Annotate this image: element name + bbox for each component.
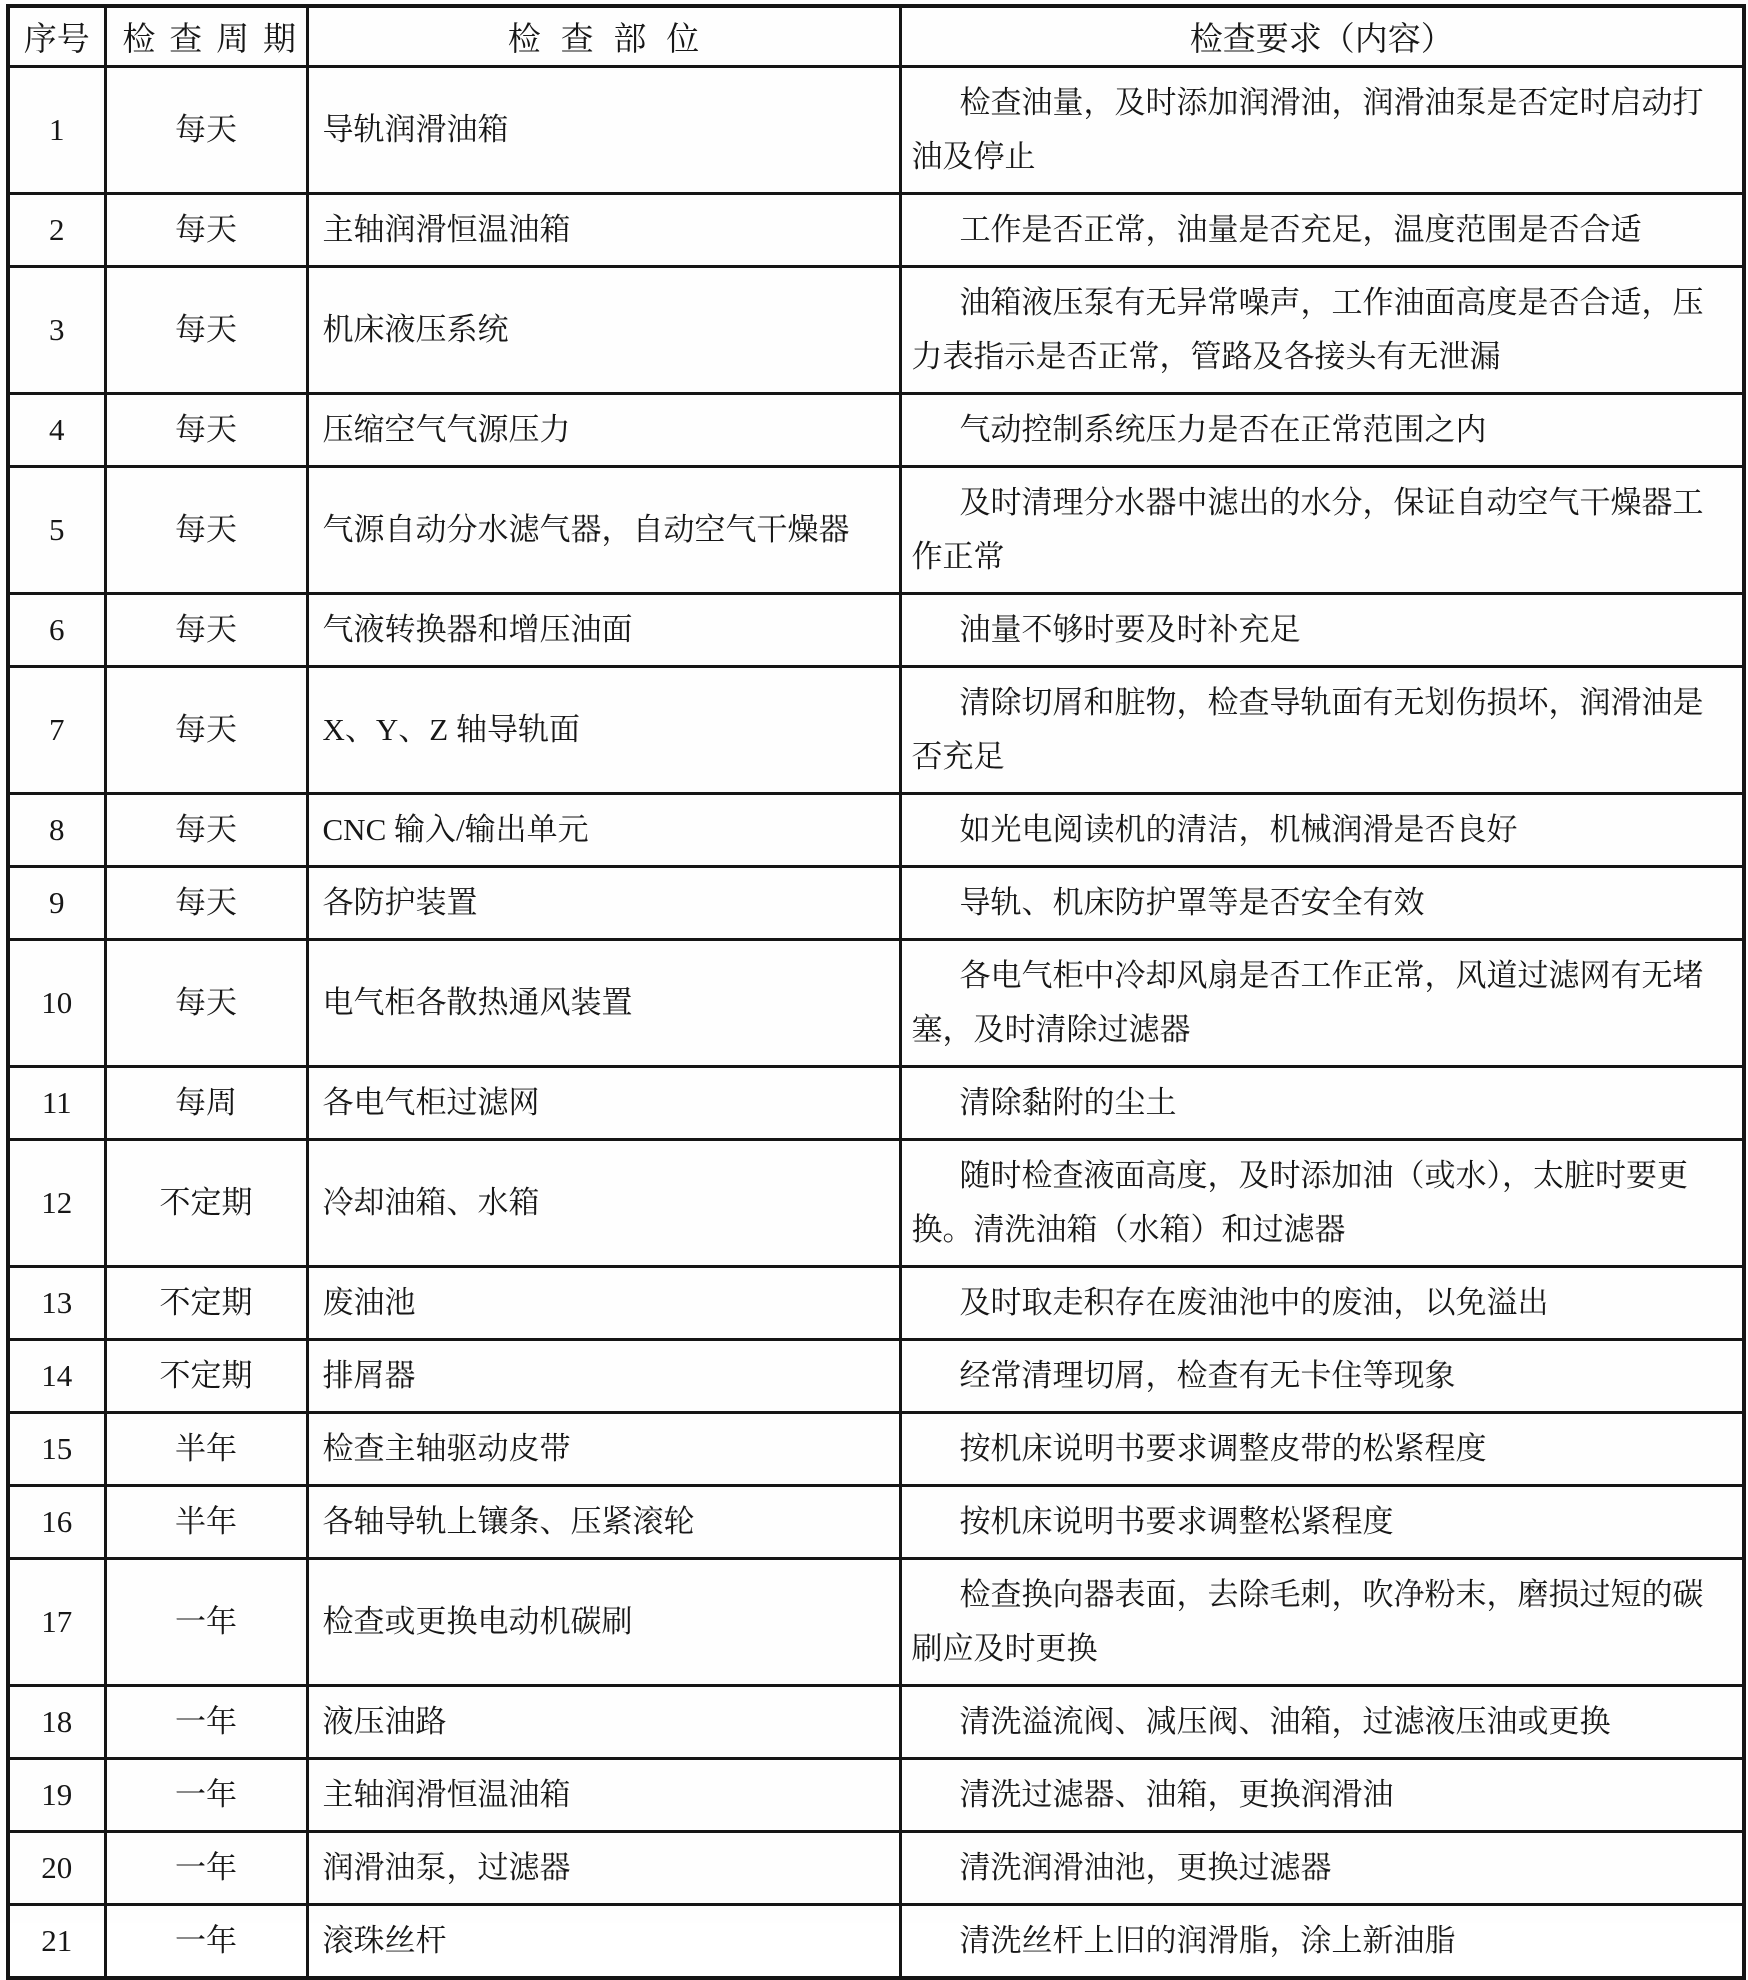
requirement-cell: 经常清理切屑，检查有无卡住等现象 — [900, 1339, 1744, 1412]
part-cell: 主轴润滑恒温油箱 — [307, 193, 900, 266]
table-body — [8, 66, 1744, 1978]
row-number-cell: 6 — [8, 593, 105, 666]
cycle-cell: 半年 — [105, 1485, 307, 1558]
requirement-cell: 清除黏附的尘土 — [900, 1066, 1744, 1139]
row-number-cell: 8 — [8, 793, 105, 866]
table-row — [8, 1558, 1744, 1685]
part-cell: 排屑器 — [307, 1339, 900, 1412]
part-cell: 气液转换器和增压油面 — [307, 593, 900, 666]
table-row — [8, 866, 1744, 939]
cycle-cell: 不定期 — [105, 1266, 307, 1339]
requirement-cell: 清洗溢流阀、减压阀、油箱，过滤液压油或更换 — [900, 1685, 1744, 1758]
table-row — [8, 1904, 1744, 1978]
cycle-cell: 每周 — [105, 1066, 307, 1139]
requirement-cell: 检查换向器表面，去除毛刺，吹净粉末，磨损过短的碳刷应及时更换 — [900, 1558, 1744, 1685]
part-cell: 废油池 — [307, 1266, 900, 1339]
cycle-cell: 每天 — [105, 666, 307, 793]
part-cell: 各轴导轨上镶条、压紧滚轮 — [307, 1485, 900, 1558]
part-cell: 滚珠丝杆 — [307, 1904, 900, 1978]
part-cell: 压缩空气气源压力 — [307, 393, 900, 466]
table-row — [8, 266, 1744, 393]
table-row — [8, 393, 1744, 466]
row-number-cell: 12 — [8, 1139, 105, 1266]
part-cell: 检查主轴驱动皮带 — [307, 1412, 900, 1485]
table-row — [8, 793, 1744, 866]
cycle-cell: 一年 — [105, 1685, 307, 1758]
part-cell: 电气柜各散热通风装置 — [307, 939, 900, 1066]
requirement-cell: 清除切屑和脏物，检查导轨面有无划伤损坏，润滑油是否充足 — [900, 666, 1744, 793]
table-row — [8, 1831, 1744, 1904]
table-row — [8, 66, 1744, 193]
table-row — [8, 666, 1744, 793]
row-number-cell: 15 — [8, 1412, 105, 1485]
part-cell: 气源自动分水滤气器，自动空气干燥器 — [307, 466, 900, 593]
requirement-cell: 随时检查液面高度，及时添加油（或水），太脏时要更换。清洗油箱（水箱）和过滤器 — [900, 1139, 1744, 1266]
requirement-cell: 按机床说明书要求调整松紧程度 — [900, 1485, 1744, 1558]
header-cell-cycle: 检查周期 — [105, 6, 307, 66]
maintenance-table — [6, 4, 1746, 1980]
requirement-cell: 如光电阅读机的清洁，机械润滑是否良好 — [900, 793, 1744, 866]
table-row — [8, 466, 1744, 593]
table-row — [8, 1685, 1744, 1758]
cycle-cell: 每天 — [105, 939, 307, 1066]
table-row — [8, 939, 1744, 1066]
row-number-cell: 9 — [8, 866, 105, 939]
requirement-cell: 气动控制系统压力是否在正常范围之内 — [900, 393, 1744, 466]
requirement-cell: 导轨、机床防护罩等是否安全有效 — [900, 866, 1744, 939]
table-row — [8, 1412, 1744, 1485]
header-cell-part: 检查部位 — [307, 6, 900, 66]
row-number-cell: 21 — [8, 1904, 105, 1978]
row-number-cell: 19 — [8, 1758, 105, 1831]
requirement-cell: 及时取走积存在废油池中的废油，以免溢出 — [900, 1266, 1744, 1339]
cycle-cell: 不定期 — [105, 1339, 307, 1412]
requirement-cell: 油量不够时要及时补充足 — [900, 593, 1744, 666]
part-cell: 机床液压系统 — [307, 266, 900, 393]
row-number-cell: 1 — [8, 66, 105, 193]
requirement-cell: 清洗过滤器、油箱，更换润滑油 — [900, 1758, 1744, 1831]
requirement-cell: 工作是否正常，油量是否充足，温度范围是否合适 — [900, 193, 1744, 266]
part-cell: 各防护装置 — [307, 866, 900, 939]
row-number-cell: 2 — [8, 193, 105, 266]
header-row — [8, 6, 1744, 66]
requirement-cell: 清洗润滑油池，更换过滤器 — [900, 1831, 1744, 1904]
table-header — [8, 6, 1744, 66]
cycle-cell: 不定期 — [105, 1139, 307, 1266]
part-cell: CNC 输入/输出单元 — [307, 793, 900, 866]
table-row — [8, 1266, 1744, 1339]
table-row — [8, 593, 1744, 666]
requirement-cell: 检查油量，及时添加润滑油，润滑油泵是否定时启动打油及停止 — [900, 66, 1744, 193]
row-number-cell: 14 — [8, 1339, 105, 1412]
table-row — [8, 193, 1744, 266]
cycle-cell: 一年 — [105, 1904, 307, 1978]
header-cell-no: 序号 — [8, 6, 105, 66]
row-number-cell: 7 — [8, 666, 105, 793]
requirement-cell: 清洗丝杆上旧的润滑脂，涂上新油脂 — [900, 1904, 1744, 1978]
part-cell: 检查或更换电动机碳刷 — [307, 1558, 900, 1685]
part-cell: 导轨润滑油箱 — [307, 66, 900, 193]
row-number-cell: 18 — [8, 1685, 105, 1758]
table-row — [8, 1066, 1744, 1139]
cycle-cell: 每天 — [105, 793, 307, 866]
cycle-cell: 每天 — [105, 593, 307, 666]
row-number-cell: 11 — [8, 1066, 105, 1139]
header-cell-req: 检查要求（内容） — [900, 6, 1744, 66]
row-number-cell: 13 — [8, 1266, 105, 1339]
row-number-cell: 16 — [8, 1485, 105, 1558]
part-cell: 冷却油箱、水箱 — [307, 1139, 900, 1266]
cycle-cell: 每天 — [105, 466, 307, 593]
table-row — [8, 1758, 1744, 1831]
cycle-cell: 每天 — [105, 393, 307, 466]
cycle-cell: 每天 — [105, 193, 307, 266]
requirement-cell: 按机床说明书要求调整皮带的松紧程度 — [900, 1412, 1744, 1485]
row-number-cell: 17 — [8, 1558, 105, 1685]
part-cell: 主轴润滑恒温油箱 — [307, 1758, 900, 1831]
cycle-cell: 一年 — [105, 1558, 307, 1685]
row-number-cell: 5 — [8, 466, 105, 593]
cycle-cell: 每天 — [105, 66, 307, 193]
requirement-cell: 油箱液压泵有无异常噪声，工作油面高度是否合适，压力表指示是否正常，管路及各接头有无泄漏 — [900, 266, 1744, 393]
row-number-cell: 20 — [8, 1831, 105, 1904]
requirement-cell: 及时清理分水器中滤出的水分，保证自动空气干燥器工作正常 — [900, 466, 1744, 593]
row-number-cell: 10 — [8, 939, 105, 1066]
row-number-cell: 3 — [8, 266, 105, 393]
part-cell: 润滑油泵，过滤器 — [307, 1831, 900, 1904]
cycle-cell: 每天 — [105, 866, 307, 939]
part-cell: 各电气柜过滤网 — [307, 1066, 900, 1139]
table-row — [8, 1339, 1744, 1412]
table-row — [8, 1485, 1744, 1558]
cycle-cell: 一年 — [105, 1758, 307, 1831]
row-number-cell: 4 — [8, 393, 105, 466]
table-row — [8, 1139, 1744, 1266]
part-cell: X、Y、Z 轴导轨面 — [307, 666, 900, 793]
cycle-cell: 每天 — [105, 266, 307, 393]
part-cell: 液压油路 — [307, 1685, 900, 1758]
requirement-cell: 各电气柜中冷却风扇是否工作正常，风道过滤网有无堵塞，及时清除过滤器 — [900, 939, 1744, 1066]
cycle-cell: 一年 — [105, 1831, 307, 1904]
cycle-cell: 半年 — [105, 1412, 307, 1485]
